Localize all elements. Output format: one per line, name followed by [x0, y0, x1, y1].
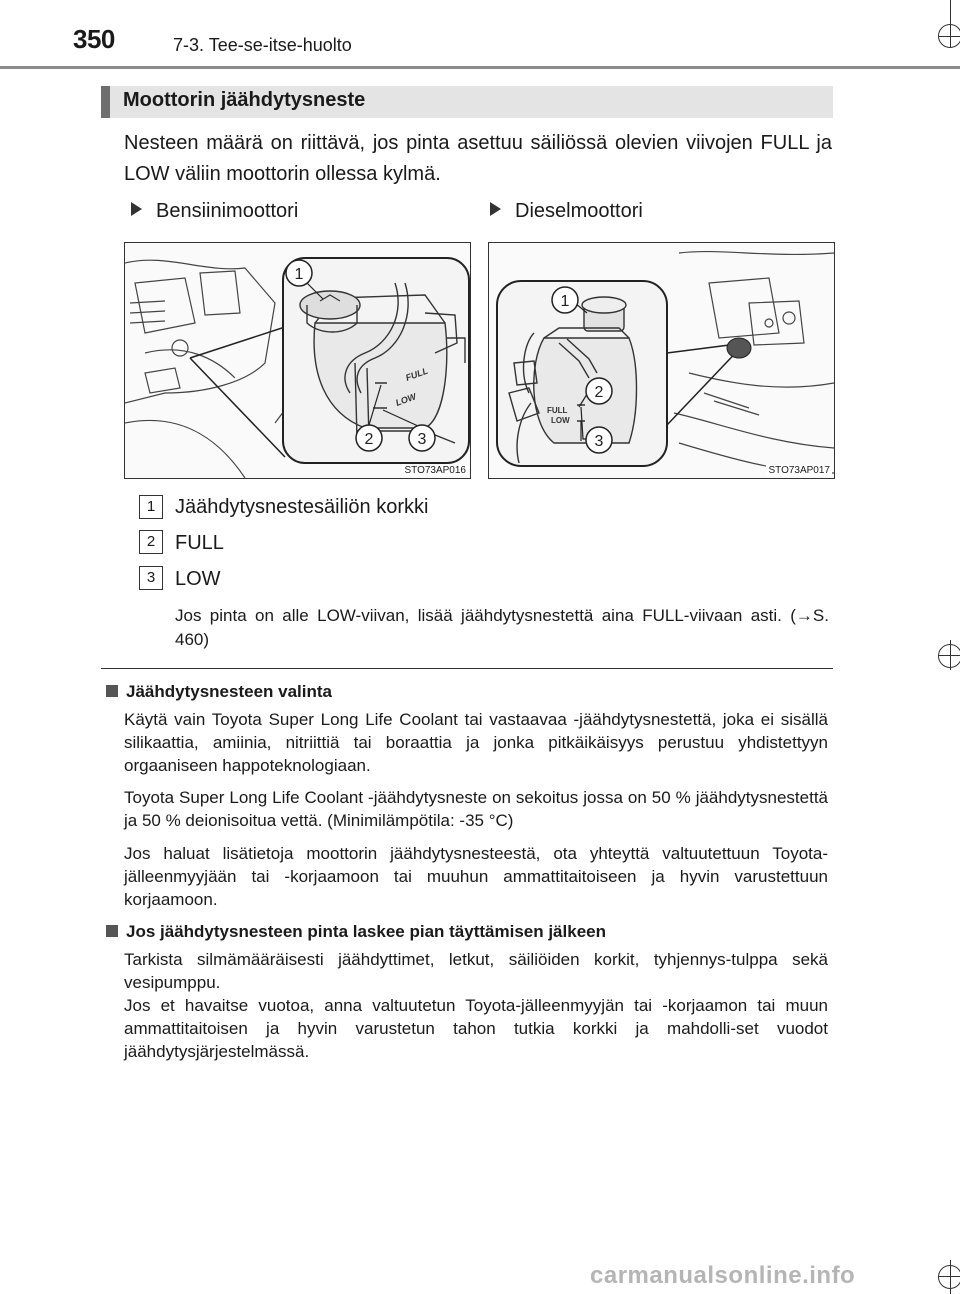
callout-1-right — [552, 287, 578, 313]
petrol-engine-label: Bensiinimoottori — [156, 200, 299, 222]
callout-number: 3 — [417, 431, 427, 448]
callout-2-left — [356, 425, 382, 451]
paragraph: Toyota Super Long Life Coolant -jäähdytysneste on sekoitus jossa on 50 % jäähdytysnestettä ja 50 % deionisoitua vettä. (Minimilämpötila: -35 °C) — [124, 788, 828, 830]
figure-code: STO73AP017 — [768, 465, 830, 476]
tank-low-label: LOW — [551, 416, 570, 425]
figure-code: STO73AP016 — [404, 465, 466, 476]
paragraph: Jos et havaitse vuotoa, anna valtuutetun Toyota-jälleenmyyjän tai -korjaamon tai muun ammattitaitoisen ja hyvin varustetun tahon tutkia korkki ja mahdolli-set vuodot jäähdytysjärjestelmässä. — [124, 996, 828, 1061]
paragraph: Jos haluat lisätietoja moottorin jäähdytysnesteestä, ota yhteyttä valtuutettuun Toyota-jälleenmyyjään tai -korjaamoon tai muuhun ammattitaitoiseen ja hyvin varustettuun korjaamoon. — [124, 844, 828, 909]
petrol-engine-heading — [131, 200, 298, 223]
heading-text: Jos jäähdytysnesteen pinta laskee pian täyttämisen jälkeen — [126, 922, 606, 941]
callout-2-right — [586, 378, 612, 404]
diesel-engine-label: Dieselmoottori — [515, 200, 643, 222]
callout-number: 1 — [294, 266, 304, 283]
legend-number: 1 — [139, 495, 163, 519]
level-drop-heading — [106, 922, 606, 942]
running-head: 7-3. Tee-se-itse-huolto — [173, 35, 352, 55]
callout-number: 2 — [594, 384, 604, 401]
legend-text: Jäähdytysnestesäiliön korkki — [175, 496, 429, 518]
registration-mark — [938, 24, 960, 48]
legend-text: FULL — [175, 532, 224, 554]
paragraph: Tarkista silmämääräisesti jäähdyttimet, letkut, säiliöiden korkit, tyhjennys-tulppa sekä vesipumppu. — [124, 950, 828, 992]
legend-text: LOW — [175, 568, 221, 590]
legend-number: 3 — [139, 566, 163, 590]
page-number: 350 — [73, 24, 115, 54]
intro-paragraph: Nesteen määrä on riittävä, jos pinta asettuu säiliössä olevien viivojen FULL ja LOW väliin moottorin ollessa kylmä. — [124, 132, 832, 185]
coolant-selection-heading — [106, 682, 332, 702]
callout-3-right — [586, 427, 612, 453]
section-heading-bar — [101, 86, 833, 118]
section-accent — [101, 86, 110, 118]
tank-full-label: FULL — [547, 406, 568, 415]
header-rule — [0, 66, 960, 69]
callout-1-left — [286, 260, 312, 286]
diesel-engine-figure — [488, 242, 835, 479]
section-divider — [101, 668, 833, 669]
callout-number: 3 — [594, 433, 604, 450]
diesel-engine-heading — [490, 200, 643, 223]
diesel-engine-illustration — [489, 243, 834, 478]
callout-number: 2 — [364, 431, 374, 448]
section-title: Moottorin jäähdytysneste — [123, 89, 366, 111]
callout-number: 1 — [560, 293, 570, 310]
petrol-engine-figure — [124, 242, 471, 479]
level-note: Jos pinta on alle LOW-viivan, lisää jäähdytysnestettä aina FULL-viivaan asti. (→S. 460) — [175, 606, 829, 649]
triangle-bullet-icon — [131, 202, 142, 216]
square-bullet-icon — [106, 685, 118, 697]
triangle-bullet-icon — [490, 202, 501, 216]
registration-mark — [938, 644, 960, 668]
tank-low-label: LOW — [394, 391, 418, 408]
callout-3-left — [409, 425, 435, 451]
paragraph: Käytä vain Toyota Super Long Life Coolant tai vastaavaa -jäähdytysnestettä, joka ei sisällä silikaattia, amiinia, nitriittiä tai boraattia ja jonka pitkäikäisyys perustuu yhdistettyyn orgaaniseen happoteknologiaan. — [124, 710, 828, 775]
heading-text: Jäähdytysnesteen valinta — [126, 682, 332, 701]
registration-mark — [938, 1265, 960, 1289]
petrol-engine-illustration — [125, 243, 470, 478]
square-bullet-icon — [106, 925, 118, 937]
tank-full-label: FULL — [404, 365, 430, 383]
legend-number: 2 — [139, 530, 163, 554]
watermark: carmanualsonline.info — [590, 1262, 856, 1289]
